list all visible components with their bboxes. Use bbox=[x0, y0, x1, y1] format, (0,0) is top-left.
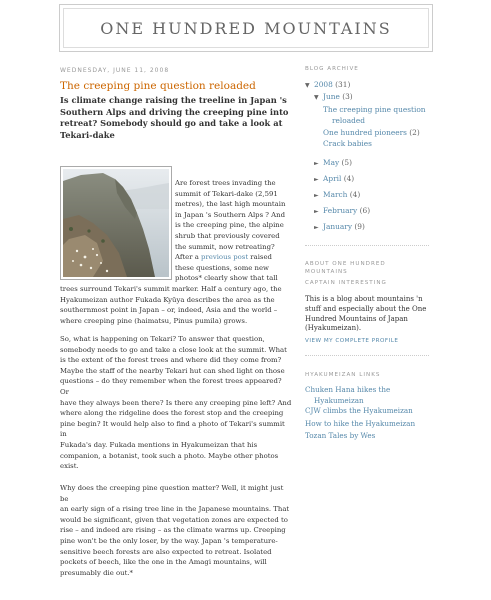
link-text[interactable]: Chuken Hana hikes the bbox=[305, 385, 391, 395]
post-paragraph-2 bbox=[60, 334, 292, 472]
archive-month-label[interactable]: June bbox=[323, 92, 340, 101]
paragraph-line: pine won't be the only loser, by the way. Japan 's temperature- bbox=[60, 536, 278, 545]
link-text[interactable]: CJW climbs the Hyakumeizan bbox=[305, 406, 413, 416]
archive-month-label[interactable]: February bbox=[323, 206, 358, 215]
archive-month-count: (4) bbox=[349, 190, 361, 199]
archive-year-2008[interactable] bbox=[305, 80, 429, 89]
paragraph-line: trees surround Tekari's summit marker. Half a century ago, the bbox=[60, 285, 282, 293]
intro-line: metres), the last high mountain bbox=[175, 200, 286, 209]
previous-post-link[interactable]: previous post bbox=[201, 253, 249, 262]
intro-line: the summit, now retreating? bbox=[175, 242, 275, 251]
mountain-photo[interactable] bbox=[60, 166, 172, 280]
archive-post-count: (2) bbox=[409, 128, 420, 137]
post-paragraph-3 bbox=[60, 483, 292, 578]
archive-month-february[interactable] bbox=[314, 206, 429, 222]
hyakumeizan-link[interactable] bbox=[305, 406, 429, 417]
archive-post-title[interactable]: The creeping pine question bbox=[323, 105, 426, 114]
expanded-triangle-icon[interactable]: ▼ bbox=[314, 94, 319, 101]
archive-month-january[interactable] bbox=[314, 222, 429, 238]
archive-month-count: (3) bbox=[342, 92, 353, 101]
intro-text: After a bbox=[175, 253, 202, 262]
paragraph-line: where creeping pine (haimatsu, Pinus pumila) grows. bbox=[60, 316, 248, 325]
collapsed-triangle-icon[interactable]: ► bbox=[314, 224, 319, 231]
paragraph-line: Maybe the staff of the nearby Tekari hut can shed light on those bbox=[60, 366, 285, 375]
archive-month-count: (5) bbox=[341, 158, 352, 167]
hyakumeizan-link[interactable] bbox=[305, 431, 429, 442]
archive-post-title[interactable]: reloaded bbox=[332, 115, 365, 125]
paragraph-line: where along the ridgeline does the forest stop and the creeping bbox=[60, 409, 284, 418]
paragraph-line: So, what is happening on Tekari? To answer that question, bbox=[60, 335, 265, 343]
link-text[interactable]: How to hike the Hyakumeizan bbox=[305, 418, 416, 428]
post-subtitle: Is climate change raising the treeline in Japan 's Southern Alps and driving the creeping pine into retreat? Somebody should go and take a look at Tekari-dake bbox=[60, 95, 289, 140]
paragraph-line: somebody needs to go and take a close look at the summit. What bbox=[60, 345, 287, 354]
expanded-triangle-icon[interactable]: ▼ bbox=[305, 82, 310, 89]
june-post-list bbox=[305, 105, 429, 149]
intro-line: these questions, some new bbox=[175, 263, 269, 272]
intro-line-with-link bbox=[175, 252, 292, 263]
about-text bbox=[305, 295, 429, 334]
archive-month-may[interactable] bbox=[314, 158, 429, 174]
intro-line: photos* clearly show that tall bbox=[175, 274, 278, 283]
post-date: WEDNESDAY, JUNE 11, 2008 bbox=[60, 67, 170, 74]
intro-text: raised bbox=[248, 253, 272, 262]
archive-month-count: (6) bbox=[359, 206, 371, 215]
intro-line: is the creeping pine, the alpine bbox=[175, 221, 284, 230]
mountain-photo-svg bbox=[63, 169, 169, 277]
about-line: stuff and especially about the One bbox=[305, 304, 427, 313]
paragraph-line: exist. bbox=[60, 462, 79, 471]
paragraph-line: Why does the creeping pine question matter? Well, it might just be bbox=[60, 484, 284, 503]
archive-month-label[interactable]: April bbox=[323, 174, 342, 183]
author-name: CAPTAIN INTERESTING bbox=[305, 280, 387, 286]
paragraph-line: pockets of beech, like the one in the Amagi mountains, will bbox=[60, 558, 267, 567]
collapsed-triangle-icon[interactable]: ► bbox=[314, 192, 319, 199]
archive-month-march[interactable] bbox=[314, 190, 429, 206]
archive-post-link[interactable] bbox=[323, 105, 429, 126]
view-profile-link[interactable]: VIEW MY COMPLETE PROFILE bbox=[305, 338, 399, 345]
intro-line: summit of Tekari-dake (2,591 bbox=[175, 189, 278, 198]
about-line: Hundred Mountains of Japan bbox=[305, 314, 408, 323]
paragraph-line: Fukada's day. Fukada mentions in Hyakumeizan that his bbox=[60, 440, 258, 449]
link-text[interactable]: Tozan Tales by Wes bbox=[305, 431, 376, 441]
archive-post-link[interactable] bbox=[323, 128, 429, 139]
hyakumeizan-link[interactable] bbox=[305, 385, 429, 406]
paragraph-line: southernmost point in Japan – or, indeed, Asia and the world – bbox=[60, 306, 278, 315]
archive-month-count: (9) bbox=[354, 222, 365, 231]
about-heading-line: MOUNTAINS bbox=[305, 269, 348, 275]
archive-month-label[interactable]: May bbox=[323, 158, 340, 167]
paragraph-line: Hyakumeizan author Fukada Kyūya describes the area as the bbox=[60, 295, 275, 304]
archive-year-label[interactable]: 2008 bbox=[314, 80, 333, 89]
paragraph-line: questions – do they remember when the forest trees appeared? Or bbox=[60, 377, 282, 396]
paragraph-line: have they always been there? Is there any creeping pine left? And bbox=[60, 398, 292, 407]
hyakumeizan-link[interactable] bbox=[305, 419, 429, 430]
post-paragraph-1 bbox=[60, 284, 292, 326]
sidebar-divider bbox=[305, 245, 429, 246]
paragraph-line: rise – and indeed are rising – as the climate warms up. Creeping bbox=[60, 526, 286, 535]
paragraph-line: companion, a botanist, took such a photo. Maybe other photos bbox=[60, 451, 279, 460]
link-text[interactable]: Hyakumeizan bbox=[314, 395, 364, 405]
about-line: This is a blog about mountains 'n bbox=[305, 295, 423, 303]
sidebar-divider bbox=[305, 355, 429, 356]
paragraph-line: is the extent of the forest trees and where did they come from? bbox=[60, 356, 282, 365]
intro-line: shrub that previously covered bbox=[175, 231, 280, 240]
archive-post-title[interactable]: Crack babies bbox=[323, 138, 372, 148]
archive-post-link[interactable] bbox=[323, 139, 429, 150]
post-title[interactable]: The creeping pine question reloaded bbox=[60, 80, 256, 92]
sidebar bbox=[305, 66, 429, 442]
archive-month-june[interactable] bbox=[305, 92, 429, 101]
about-heading bbox=[305, 260, 429, 276]
blog-header-frame bbox=[63, 8, 429, 48]
archive-month-label[interactable]: January bbox=[323, 222, 353, 231]
paragraph-line: would be significant, given that vegetation zones are expected to bbox=[60, 515, 288, 524]
archive-year-count: (31) bbox=[335, 80, 351, 89]
archive-month-label[interactable]: March bbox=[323, 190, 348, 199]
links-heading: HYAKUMEIZAN LINKS bbox=[305, 372, 381, 379]
archive-post-title[interactable]: One hundred pioneers bbox=[323, 128, 407, 137]
archive-month-april[interactable] bbox=[314, 174, 429, 190]
blog-header bbox=[59, 4, 433, 52]
collapsed-triangle-icon[interactable]: ► bbox=[314, 176, 319, 183]
paragraph-line: sensitive beech forests are also expected to retreat. Isolated bbox=[60, 547, 272, 556]
mountain-photo-image bbox=[63, 169, 169, 277]
archive-month-list bbox=[305, 158, 429, 238]
links-list bbox=[305, 385, 429, 442]
collapsed-triangle-icon[interactable]: ► bbox=[314, 208, 319, 215]
blog-title[interactable]: ONE HUNDRED MOUNTAINS bbox=[100, 18, 392, 38]
about-heading-line: ABOUT ONE HUNDRED bbox=[305, 261, 386, 267]
paragraph-line: presumably die out.* bbox=[60, 568, 133, 577]
intro-line: Are forest trees invading the bbox=[175, 179, 276, 187]
archive-heading: BLOG ARCHIVE bbox=[305, 66, 359, 72]
archive-month-count: (4) bbox=[343, 174, 355, 183]
about-line: (Hyakumeizan). bbox=[305, 324, 362, 333]
post-intro-wrap bbox=[175, 178, 292, 284]
intro-line: in Japan 's Southern Alps ? And bbox=[175, 210, 286, 219]
paragraph-line: an early sign of a rising tree line in the Japanese mountains. That bbox=[60, 505, 290, 514]
collapsed-triangle-icon[interactable]: ► bbox=[314, 160, 319, 167]
paragraph-line: pine begin? It would help also to find a photo of Tekari's summit in bbox=[60, 419, 285, 439]
